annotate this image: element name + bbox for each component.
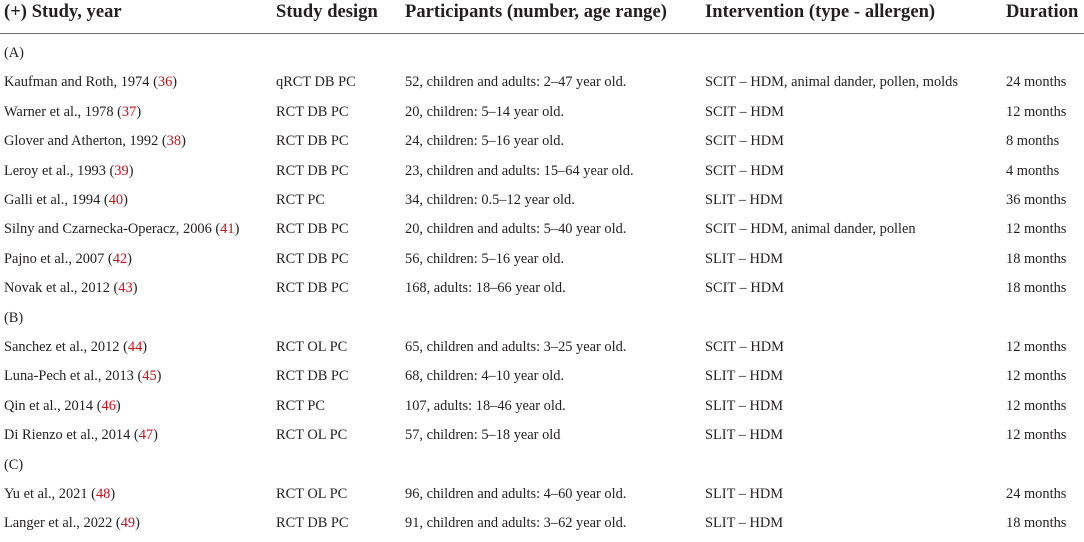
study-name: Yu et al., 2021 [4,486,88,502]
cell-participants: 20, children and adults: 5–40 year old. [405,221,627,238]
study-name: Galli et al., 1994 [4,192,101,208]
cell-duration: 12 months [1006,427,1067,444]
reference-link[interactable]: 45 [142,368,157,385]
cell-intervention: SCIT – HDM, animal dander, pollen, molds [705,74,958,91]
cell-design: RCT DB PC [276,368,349,385]
cell-intervention: SCIT – HDM [705,103,784,120]
table-row [0,190,1084,219]
reference-link[interactable]: 42 [112,250,128,267]
cell-design: qRCT DB PC [276,74,356,91]
cell-participants: 168, adults: 18–66 year old. [405,280,566,297]
cell-study: Langer et al., 2022 (49) [4,515,140,532]
cell-study: Qin et al., 2014 (46) [4,397,121,414]
cell-intervention: SLIT – HDM [705,397,784,414]
cell-design: RCT DB PC [276,133,349,150]
study-name: Glover and Atherton, 1992 [4,133,159,150]
cell-duration: 12 months [1006,397,1067,414]
cell-intervention: SCIT – HDM [705,133,784,150]
cell-intervention: SLIT – HDM [705,368,784,385]
study-name: Langer et al., 2022 [4,515,113,532]
study-name: Silny and Czarnecka-Operacz, 2006 [4,221,212,238]
cell-intervention: SLIT – HDM [705,486,784,502]
cell-participants: 56, children: 5–16 year old. [405,250,565,267]
cell-participants: 20, children: 5–14 year old. [405,103,565,120]
cell-intervention: SCIT – HDM [705,280,784,297]
table-row [0,102,1084,131]
cell-design: RCT DB PC [276,515,349,532]
cell-intervention: SCIT – HDM [705,162,784,179]
cell-duration: 24 months [1006,74,1067,91]
cell-design: RCT DB PC [276,280,349,297]
cell-study: Kaufman and Roth, 1974 (36) [4,74,178,91]
header-duration: Duration [1006,2,1079,22]
table-header [0,0,1084,34]
cell-design: RCT DB PC [276,103,349,120]
cell-participants: 52, children and adults: 2–47 year old. [405,74,627,91]
cell-participants: 68, children: 4–10 year old. [405,368,565,385]
cell-study: Sanchez et al., 2012 (44) [4,339,148,355]
group-label: (C) [4,456,24,473]
cell-participants: 96, children and adults: 4–60 year old. [405,486,627,502]
reference-link[interactable]: 47 [138,427,154,444]
group-label: (B) [4,309,24,326]
study-name: Sanchez et al., 2012 [4,339,120,355]
cell-intervention: SCIT – HDM, animal dander, pollen [705,221,916,238]
cell-study: Novak et al., 2012 (43) [4,280,138,297]
cell-duration: 4 months [1006,162,1060,179]
table-row [0,131,1084,160]
cell-design: RCT OL PC [276,427,348,444]
study-name: Pajno et al., 2007 [4,250,105,267]
group-label-row [0,43,1084,72]
group-label: (A) [4,45,24,61]
header-study: (+) Study, year [4,2,122,22]
cell-duration: 12 months [1006,368,1067,385]
cell-duration: 12 months [1006,221,1067,238]
table-row [0,513,1084,542]
cell-study: Pajno et al., 2007 (42) [4,250,132,267]
reference-link[interactable]: 38 [166,133,182,150]
table-row [0,425,1084,454]
cell-study: Luna-Pech et al., 2013 (45) [4,368,162,385]
reference-link[interactable]: 48 [95,486,111,502]
group-label-row [0,455,1084,484]
cell-intervention: SLIT – HDM [705,250,784,267]
cell-participants: 107, adults: 18–46 year old. [405,397,566,414]
cell-design: RCT DB PC [276,250,349,267]
cell-intervention: SLIT – HDM [705,515,784,532]
header-intervention: Intervention (type - allergen) [705,2,936,22]
header-design: Study design [276,2,378,22]
reference-link[interactable]: 49 [120,515,136,532]
cell-duration: 8 months [1006,133,1060,150]
table-row [0,219,1084,248]
cell-study: Glover and Atherton, 1992 (38) [4,133,186,150]
table-row [0,249,1084,278]
reference-link[interactable]: 43 [118,280,133,297]
cell-design: RCT DB PC [276,221,349,238]
cell-design: RCT PC [276,192,325,208]
cell-duration: 18 months [1006,280,1067,297]
cell-intervention: SLIT – HDM [705,192,784,208]
table-row [0,396,1084,425]
table-row [0,72,1084,101]
cell-design: RCT OL PC [276,339,348,355]
cell-duration: 18 months [1006,250,1067,267]
table-row [0,484,1084,513]
study-name: Luna-Pech et al., 2013 [4,368,134,385]
cell-intervention: SCIT – HDM [705,339,784,355]
cell-study: Yu et al., 2021 (48) [4,486,116,502]
cell-study: Galli et al., 1994 (40) [4,192,128,208]
cell-design: RCT PC [276,397,325,414]
reference-link[interactable]: 39 [114,162,129,179]
cell-study: Di Rienzo et al., 2014 (47) [4,427,158,444]
table-row [0,161,1084,190]
reference-link[interactable]: 41 [220,221,235,238]
reference-link[interactable]: 36 [157,74,173,91]
cell-participants: 91, children and adults: 3–62 year old. [405,515,627,532]
cell-participants: 23, children and adults: 15–64 year old. [405,162,634,179]
cell-design: RCT DB PC [276,162,349,179]
reference-link[interactable]: 37 [121,103,137,120]
cell-participants: 65, children and adults: 3–25 year old. [405,339,627,355]
study-name: Di Rienzo et al., 2014 [4,427,131,444]
header-participants: Participants (number, age range) [405,2,667,22]
cell-participants: 34, children: 0.5–12 year old. [405,192,575,208]
table-row [0,366,1084,395]
study-name: Novak et al., 2012 [4,280,110,297]
cell-duration: 12 months [1006,103,1067,120]
cell-intervention: SLIT – HDM [705,427,784,444]
reference-link[interactable]: 40 [108,192,124,208]
cell-study: Silny and Czarnecka-Operacz, 2006 (41) [4,221,240,238]
study-name: Warner et al., 1978 [4,103,114,120]
cell-duration: 24 months [1006,486,1067,502]
cell-duration: 18 months [1006,515,1067,532]
reference-link[interactable]: 44 [127,339,143,355]
cell-study: Leroy et al., 1993 (39) [4,162,134,179]
cell-duration: 12 months [1006,339,1067,355]
cell-duration: 36 months [1006,192,1067,208]
reference-link[interactable]: 46 [101,397,116,414]
cell-design: RCT OL PC [276,486,348,502]
cell-participants: 57, children: 5–18 year old [405,427,561,444]
table-row [0,278,1084,307]
study-name: Qin et al., 2014 [4,397,94,414]
table-row [0,337,1084,366]
cell-study: Warner et al., 1978 (37) [4,103,142,120]
study-name: Kaufman and Roth, 1974 [4,74,150,91]
group-label-row [0,308,1084,337]
study-name: Leroy et al., 1993 [4,162,106,179]
cell-participants: 24, children: 5–16 year old. [405,133,565,150]
